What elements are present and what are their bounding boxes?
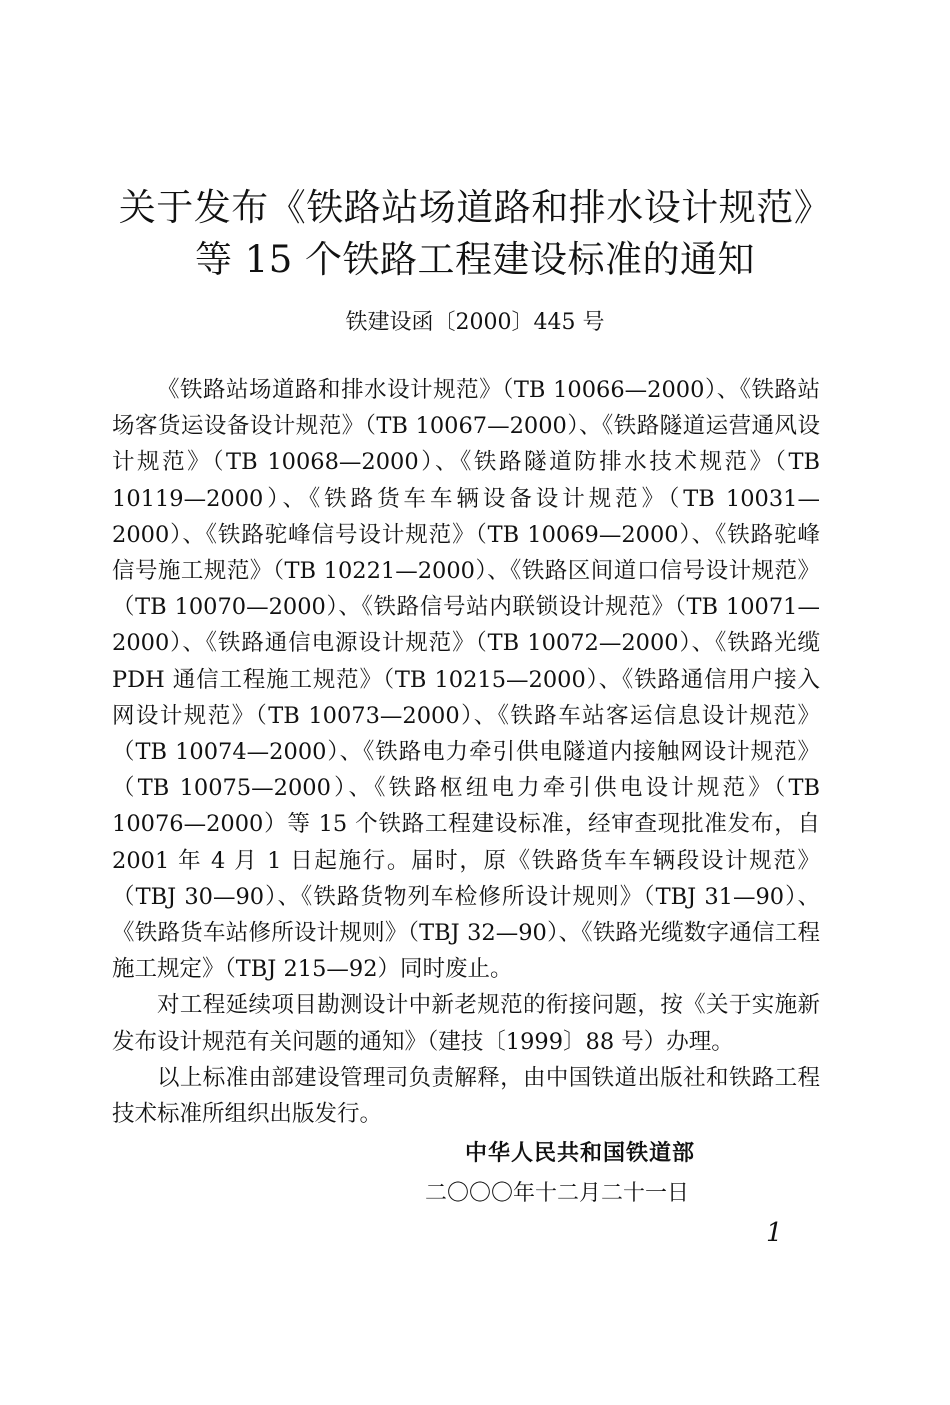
paragraph-transition: 对工程延续项目勘测设计中新老规范的衔接问题，按《关于实施新发布设计规范有关问题的通知》（建技〔1999〕88 号）办理。: [112, 992, 820, 1055]
issuer-name: 中华人民共和国铁道部: [465, 1141, 696, 1166]
notice-body: [112, 372, 820, 1132]
document-number: 铁建设函〔2000〕445 号: [345, 310, 605, 335]
paragraph-standards-list: 《铁路站场道路和排水设计规范》（TB 10066—2000）、《铁路站场客货运设备设计规范》（TB 10067—2000）、《铁路隧道运营通风设计规范》（TB 10068—2000）、《铁路隧道防排水技术规范》（TB 10119—2000）、《铁路货车车辆设备设计规范》（TB 10031—2000）、《铁路驼峰信号设计规范》（TB 10069—2000）、《铁路驼峰信号施工规范》（TB 10221—2000）、《铁路区间道口信号设计规范》（TB 10070—2000）、《铁路信号站内联锁设计规范》（TB 10071—2000）、《铁路通信电源设计规范》（TB 10072—2000）、《铁路光缆 PDH 通信工程施工规范》（TB 10215—2000）、《铁路通信用户接入网设计规范》（TB 10073—2000）、《铁路车站客运信息设计规范》（TB 10074—2000）、《铁路电力牵引供电隧道内接触网设计规范》（TB 10075—2000）、《铁路枢纽电力牵引供电设计规范》（TB 10076—2000）等 15 个铁路工程建设标准，经审查现批准发布，自 2001 年 4 月 1 日起施行。届时，原《铁路货车车辆段设计规范》（TBJ 30—90）、《铁路货物列车检修所设计规则》（TBJ 31—90）、《铁路货车站修所设计规则》（TBJ 32—90）、《铁路光缆数字通信工程施工规定》（TBJ 215—92）同时废止。: [112, 377, 820, 983]
title-line-2: 等 15 个铁路工程建设标准的通知: [194, 238, 756, 281]
page-number: 1: [766, 1218, 783, 1248]
issue-date: 二〇〇〇年十二月二十一日: [425, 1181, 690, 1206]
signature-block: [425, 1138, 745, 1210]
title-line-1: 关于发布《铁路站场道路和排水设计规范》: [118, 186, 832, 229]
notice-title: [110, 182, 840, 286]
paragraph-interpretation: 以上标准由部建设管理司负责解释，由中国铁道出版社和铁路工程技术标准所组织出版发行。: [112, 1064, 820, 1128]
